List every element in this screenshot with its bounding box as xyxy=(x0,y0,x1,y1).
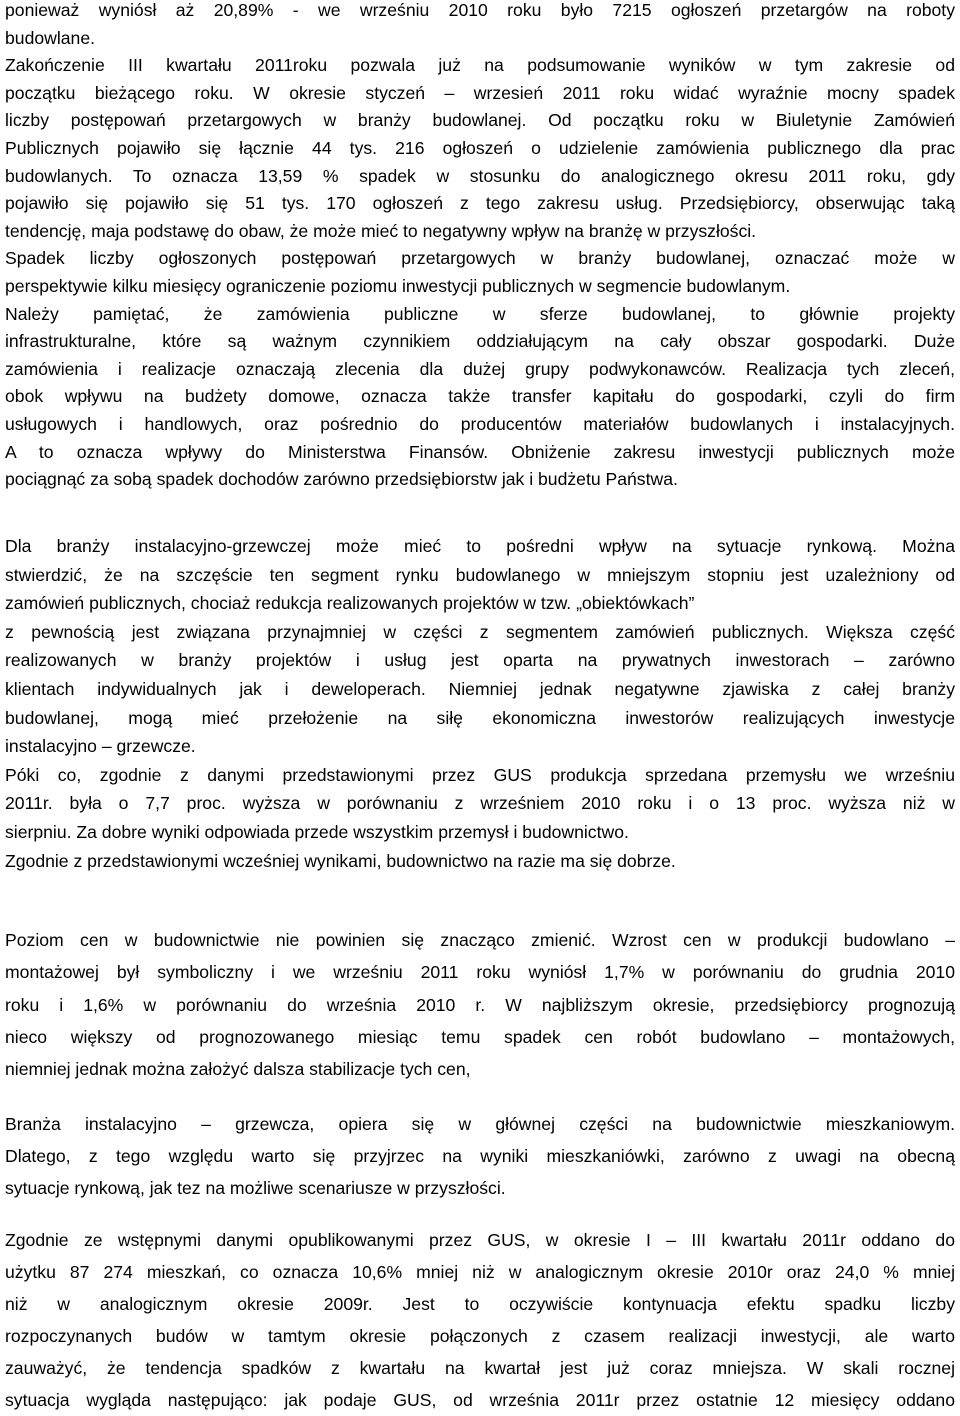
text-line: pojawiło się pojawiło się 51 tys. 170 ogłoszeń z tego zakresu usług. Przedsiębiorcy, obserwując taką xyxy=(5,193,955,214)
text-line: niemniej jednak można założyć dalsza stabilizacje tych cen, xyxy=(5,1059,471,1080)
text-line: Zgodnie ze wstępnymi danymi opublikowanymi przez GUS, w okresie I – III kwartału 2011r oddano do xyxy=(5,1230,955,1250)
paragraph-housing xyxy=(5,1108,955,1204)
text-line: infrastrukturalne, które są ważnym czynnikiem oddziałującym na cały obszar gospodarki. Duże xyxy=(5,331,955,352)
text-line: Dlatego, z tego względu warto się przyjrzec na wyniki mieszkaniówki, zarówno z uwagi na obecną xyxy=(5,1146,955,1166)
text-line: nieco większy od prognozowanego miesiąc temu spadek cen robót budowlano – montażowych, xyxy=(5,1026,955,1047)
text-line: rozpoczynanych budów w tamtym okresie połączonych z czasem realizacji inwestycji, ale warto xyxy=(5,1326,955,1346)
text-line: budowlanych. To oznacza 13,59 % spadek w stosunku do analogicznego okresu 2011 roku, gdy xyxy=(5,165,955,186)
text-line: niż w analogicznym okresie 2009r. Jest to oczywiście kontynuacja efektu spadku liczby xyxy=(5,1294,955,1314)
text-line: budowlane. xyxy=(5,27,95,48)
text-line: pociągnąć za sobą spadek dochodów zarówno przedsiębiorstw jak i budżetu Państwa. xyxy=(5,469,678,490)
text-line: tendencję, maja podstawę do obaw, że może mieć to negatywny wpływ na branżę w przyszłości. xyxy=(5,220,757,241)
text-line: roku i 1,6% w porównaniu do września 2010 r. W najbliższym okresie, przedsiębiorcy prognozują xyxy=(5,994,955,1015)
text-line: stwierdzić, że na szczęście ten segment rynku budowlanego w mniejszym stopniu jest uzależniony od xyxy=(5,564,955,585)
text-line: realizowanych w branży projektów i usług jest oparta na prywatnych inwestorach – zarówno xyxy=(5,650,955,671)
text-line: 2011r. była o 7,7 proc. wyższa w porównaniu z wrześniem 2010 roku i o 13 proc. wyższa niż w xyxy=(5,793,955,814)
text-line: obok wpływu na budżety domowe, oznacza także transfer kapitału do gospodarki, czyli do firm xyxy=(5,386,955,407)
text-line: ponieważ wyniósł aż 20,89% - we wrześniu 2010 roku było 7215 ogłoszeń przetargów na roboty xyxy=(5,0,955,20)
text-line: początku bieżącego roku. W okresie styczeń – wrzesień 2011 roku widać wyraźnie mocny spadek xyxy=(5,82,955,103)
text-line: zauważyć, że tendencja spadków z kwartału na kwartał jest już coraz mniejsza. W skali rocznej xyxy=(5,1358,955,1378)
text-line: Publicznych pojawiło się łącznie 44 tys. 216 ogłoszeń o udzielenie zamówienia publicznego dla prac xyxy=(5,137,955,158)
text-line: Spadek liczby ogłoszonych postępowań przetargowych w branży budowlanej, oznaczać może w xyxy=(5,248,955,269)
text-line: liczby postępowań przetargowych w branży budowlanej. Od początku roku w Biuletynie Zamówień xyxy=(5,110,955,131)
text-line: sytuacja wygląda następująco: jak podaje GUS, od września 2011r przez ostatnie 12 miesięcy oddano xyxy=(5,1390,955,1410)
text-line: sierpniu. Za dobre wyniki odpowiada przede wszystkim przemysł i budownictwo. xyxy=(5,821,629,842)
text-line: z pewnością jest związana przynajmniej w części z segmentem zamówień publicznych. Większa część xyxy=(5,621,955,642)
text-line: Zakończenie III kwartału 2011roku pozwala już na podsumowanie wyników w tym zakresie od xyxy=(5,55,955,76)
text-line: klientach indywidualnych jak i deweloperach. Niemniej jednak negatywne zjawiska z całej branży xyxy=(5,678,955,699)
text-line: budowlanej, mogą mieć przełożenie na siłę ekonomiczna inwestorów realizujących inwestycje xyxy=(5,707,955,728)
paragraph-heating-industry xyxy=(5,532,955,875)
text-line: Zgodnie z przedstawionymi wcześniej wynikami, budownictwo na razie ma się dobrze. xyxy=(5,850,676,871)
text-line: Branża instalacyjno – grzewcza, opiera się w głównej części na budownictwie mieszkaniowym. xyxy=(5,1114,955,1134)
text-line: usługowych i handlowych, oraz pośrednio do producentów materiałów budowlanych i instalacyjnych. xyxy=(5,413,955,434)
text-line: perspektywie kilku miesięcy ograniczenie poziomu inwestycji publicznych w segmencie budowlanym. xyxy=(5,275,791,296)
text-line: Dla branży instalacyjno-grzewczej może mieć to pośredni wpływ na sytuacje rynkową. Można xyxy=(5,536,955,556)
paragraph-prices xyxy=(5,924,955,1085)
text-line: zamówień publicznych, chociaż redukcja realizowanych projektów w tzw. „obiektówkach” xyxy=(5,593,695,614)
text-line: Należy pamiętać, że zamówienia publiczne w sferze budowlanej, to głównie projekty xyxy=(5,303,955,324)
text-line: zamówienia i realizacje oznaczają zlecenia dla dużej grupy podwykonawców. Realizacja tych zleceń, xyxy=(5,358,955,379)
text-line: Póki co, zgodnie z danymi przedstawionymi przez GUS produkcja sprzedana przemysłu we wrześniu xyxy=(5,764,955,785)
paragraph-gus-data xyxy=(5,1224,955,1416)
text-line: Poziom cen w budownictwie nie powinien się znacząco zmienić. Wzrost cen w produkcji budowlano – xyxy=(5,930,955,950)
text-line: sytuacje rynkową, jak tez na możliwe scenariusze w przyszłości. xyxy=(5,1178,506,1198)
text-line: użytku 87 274 mieszkań, co oznacza 10,6% mniej niż w analogicznym okresie 2010r oraz 24,0 % mniej xyxy=(5,1262,955,1282)
text-line: montażowej był symboliczny i we wrześniu 2011 roku wyniósł 1,7% w porównaniu do grudnia 2010 xyxy=(5,962,955,983)
text-line: instalacyjno – grzewcze. xyxy=(5,736,196,757)
text-line: A to oznacza wpływy do Ministerstwa Finansów. Obniżenie zakresu inwestycji publicznych może xyxy=(5,441,955,462)
paragraph-public-tenders xyxy=(5,0,955,494)
